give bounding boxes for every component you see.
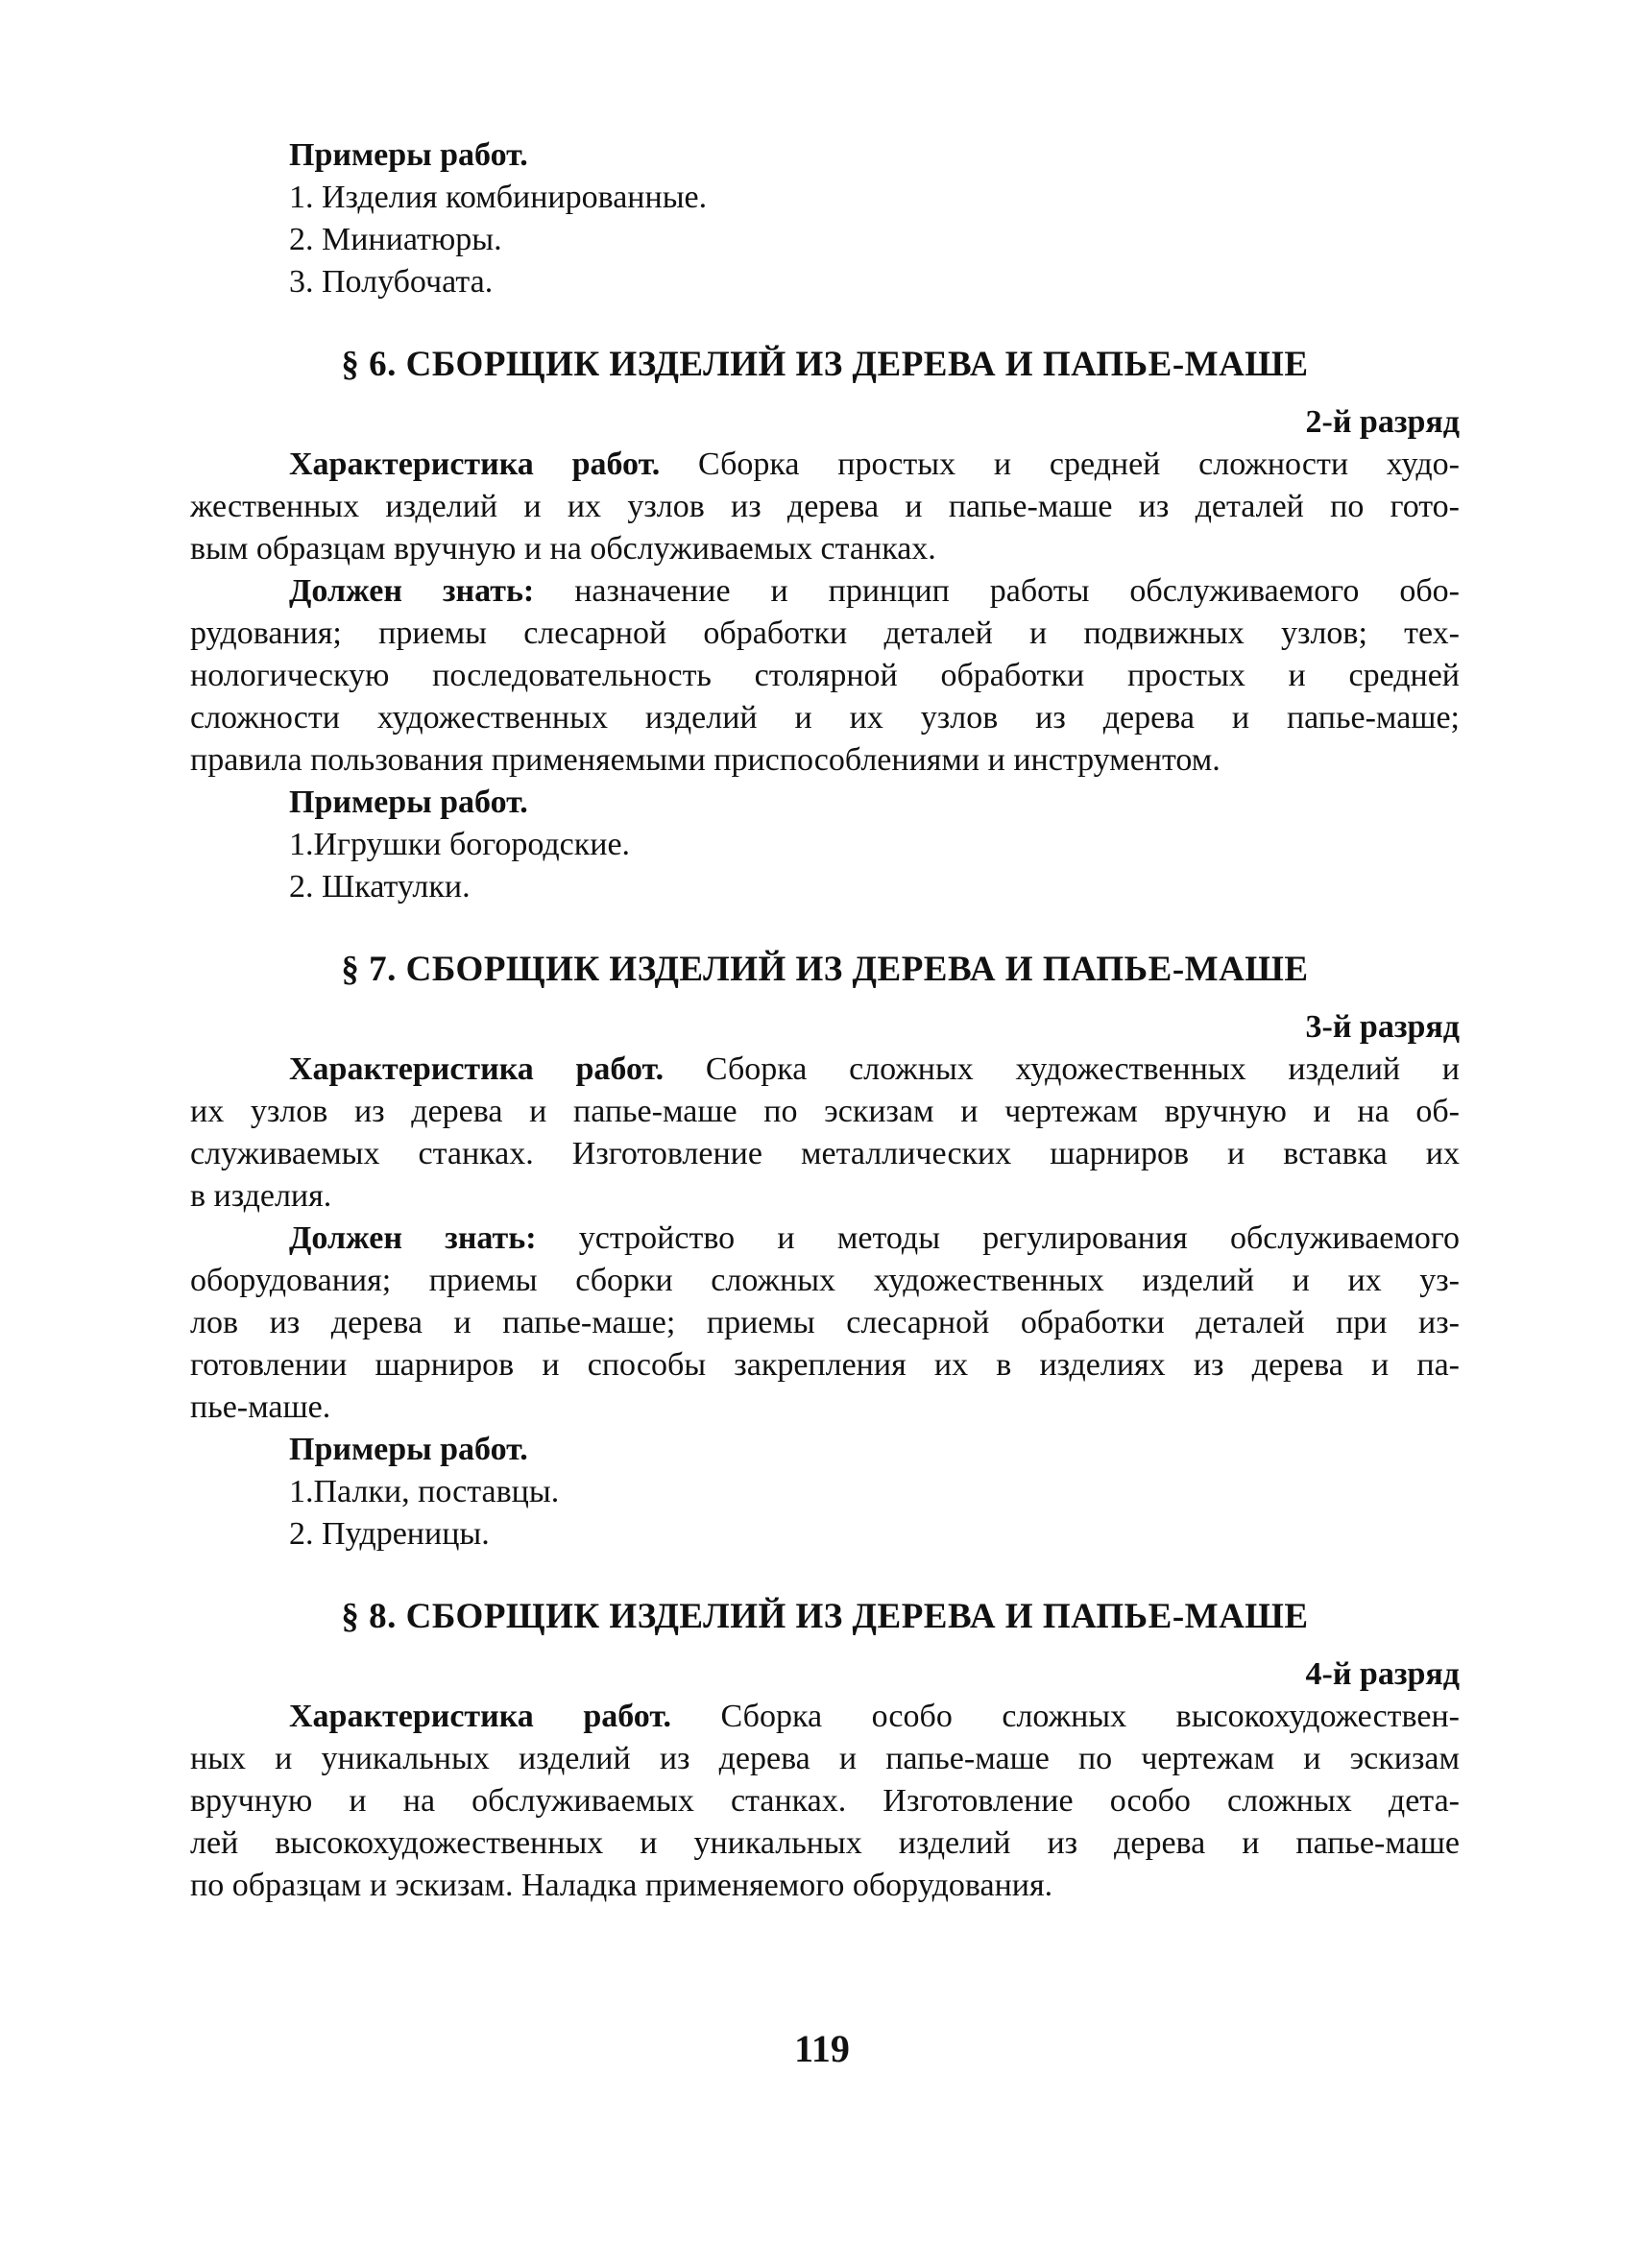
- page-number: 119: [794, 2027, 850, 2070]
- paragraph-line: их узлов из дерева и папье-маше по эскизам и чертежам вручную и на об-: [190, 1094, 1460, 1129]
- paragraph-line: ных и уникальных изделий из дерева и папье-маше по чертежам и эскизам: [190, 1741, 1460, 1776]
- grade-label: 4-й разряд: [1305, 1656, 1460, 1692]
- paragraph-line: нологическую последовательность столярной обработки простых и средней: [190, 658, 1460, 693]
- paragraph-line: лей высокохудожественных и уникальных изделий из дерева и папье-маше: [190, 1825, 1460, 1861]
- paragraph-line: в изделия.: [190, 1178, 332, 1214]
- example-item: 2. Пудреницы.: [289, 1516, 490, 1552]
- paragraph-line: по образцам и эскизам. Наладка применяемого оборудования.: [190, 1868, 1053, 1903]
- example-item: 1.Игрушки богородские.: [289, 827, 631, 862]
- section-heading: § 7. СБОРЩИК ИЗДЕЛИЙ ИЗ ДЕРЕВА И ПАПЬЕ-МАШЕ: [341, 950, 1309, 989]
- paragraph-line: вручную и на обслуживаемых станках. Изготовление особо сложных дета-: [190, 1783, 1460, 1819]
- must-know-line: Должен знать: назначение и принцип работы обслуживаемого обо-: [289, 573, 1460, 609]
- paragraph-line: лов из дерева и папье-маше; приемы слесарной обработки деталей при из-: [190, 1305, 1460, 1340]
- characteristics-label: Характеристика работ.: [289, 1051, 665, 1087]
- paragraph-line: жественных изделий и их узлов из дерева и папье-маше из деталей по гото-: [190, 489, 1460, 524]
- paragraph-line: правила пользования применяемыми приспособлениями и инструментом.: [190, 742, 1221, 778]
- characteristics-line: Характеристика работ. Сборка особо сложных высокохудожествен-: [289, 1699, 1460, 1734]
- examples-label: Примеры работ.: [289, 784, 528, 820]
- example-item: 2. Миниатюры.: [289, 222, 502, 257]
- paragraph-line: рудования; приемы слесарной обработки деталей и подвижных узлов; тех-: [190, 615, 1460, 651]
- paragraph-line: сложности художественных изделий и их узлов из дерева и папье-маше;: [190, 700, 1460, 736]
- must-know-label: Должен знать:: [289, 573, 535, 609]
- characteristics-label: Характеристика работ.: [289, 446, 661, 482]
- examples-label: Примеры работ.: [289, 1432, 528, 1467]
- paragraph-line: вым образцам вручную и на обслуживаемых станках.: [190, 531, 936, 567]
- must-know-label: Должен знать:: [289, 1220, 537, 1256]
- example-item: 1.Палки, поставцы.: [289, 1474, 560, 1509]
- must-know-line: Должен знать: устройство и методы регулирования обслуживаемого: [289, 1220, 1460, 1256]
- characteristics-label: Характеристика работ.: [289, 1699, 672, 1734]
- example-item: 3. Полубочата.: [289, 264, 494, 300]
- section-heading: § 6. СБОРЩИК ИЗДЕЛИЙ ИЗ ДЕРЕВА И ПАПЬЕ-МАШЕ: [341, 345, 1309, 384]
- paragraph-line: пье-маше.: [190, 1389, 331, 1425]
- example-item: 2. Шкатулки.: [289, 869, 471, 905]
- characteristics-line: Характеристика работ. Сборка простых и средней сложности худо-: [289, 446, 1460, 482]
- paragraph-line: готовлении шарниров и способы закрепления их в изделиях из дерева и па-: [190, 1347, 1460, 1383]
- grade-label: 3-й разряд: [1305, 1009, 1460, 1045]
- grade-label: 2-й разряд: [1305, 404, 1460, 440]
- paragraph-line: оборудования; приемы сборки сложных художественных изделий и их уз-: [190, 1263, 1460, 1298]
- paragraph-line: служиваемых станках. Изготовление металлических шарниров и вставка их: [190, 1136, 1460, 1171]
- example-item: 1. Изделия комбинированные.: [289, 180, 708, 215]
- examples-label: Примеры работ.: [289, 137, 528, 173]
- section-heading: § 8. СБОРЩИК ИЗДЕЛИЙ ИЗ ДЕРЕВА И ПАПЬЕ-МАШЕ: [341, 1597, 1309, 1636]
- characteristics-line: Характеристика работ. Сборка сложных художественных изделий и: [289, 1051, 1460, 1087]
